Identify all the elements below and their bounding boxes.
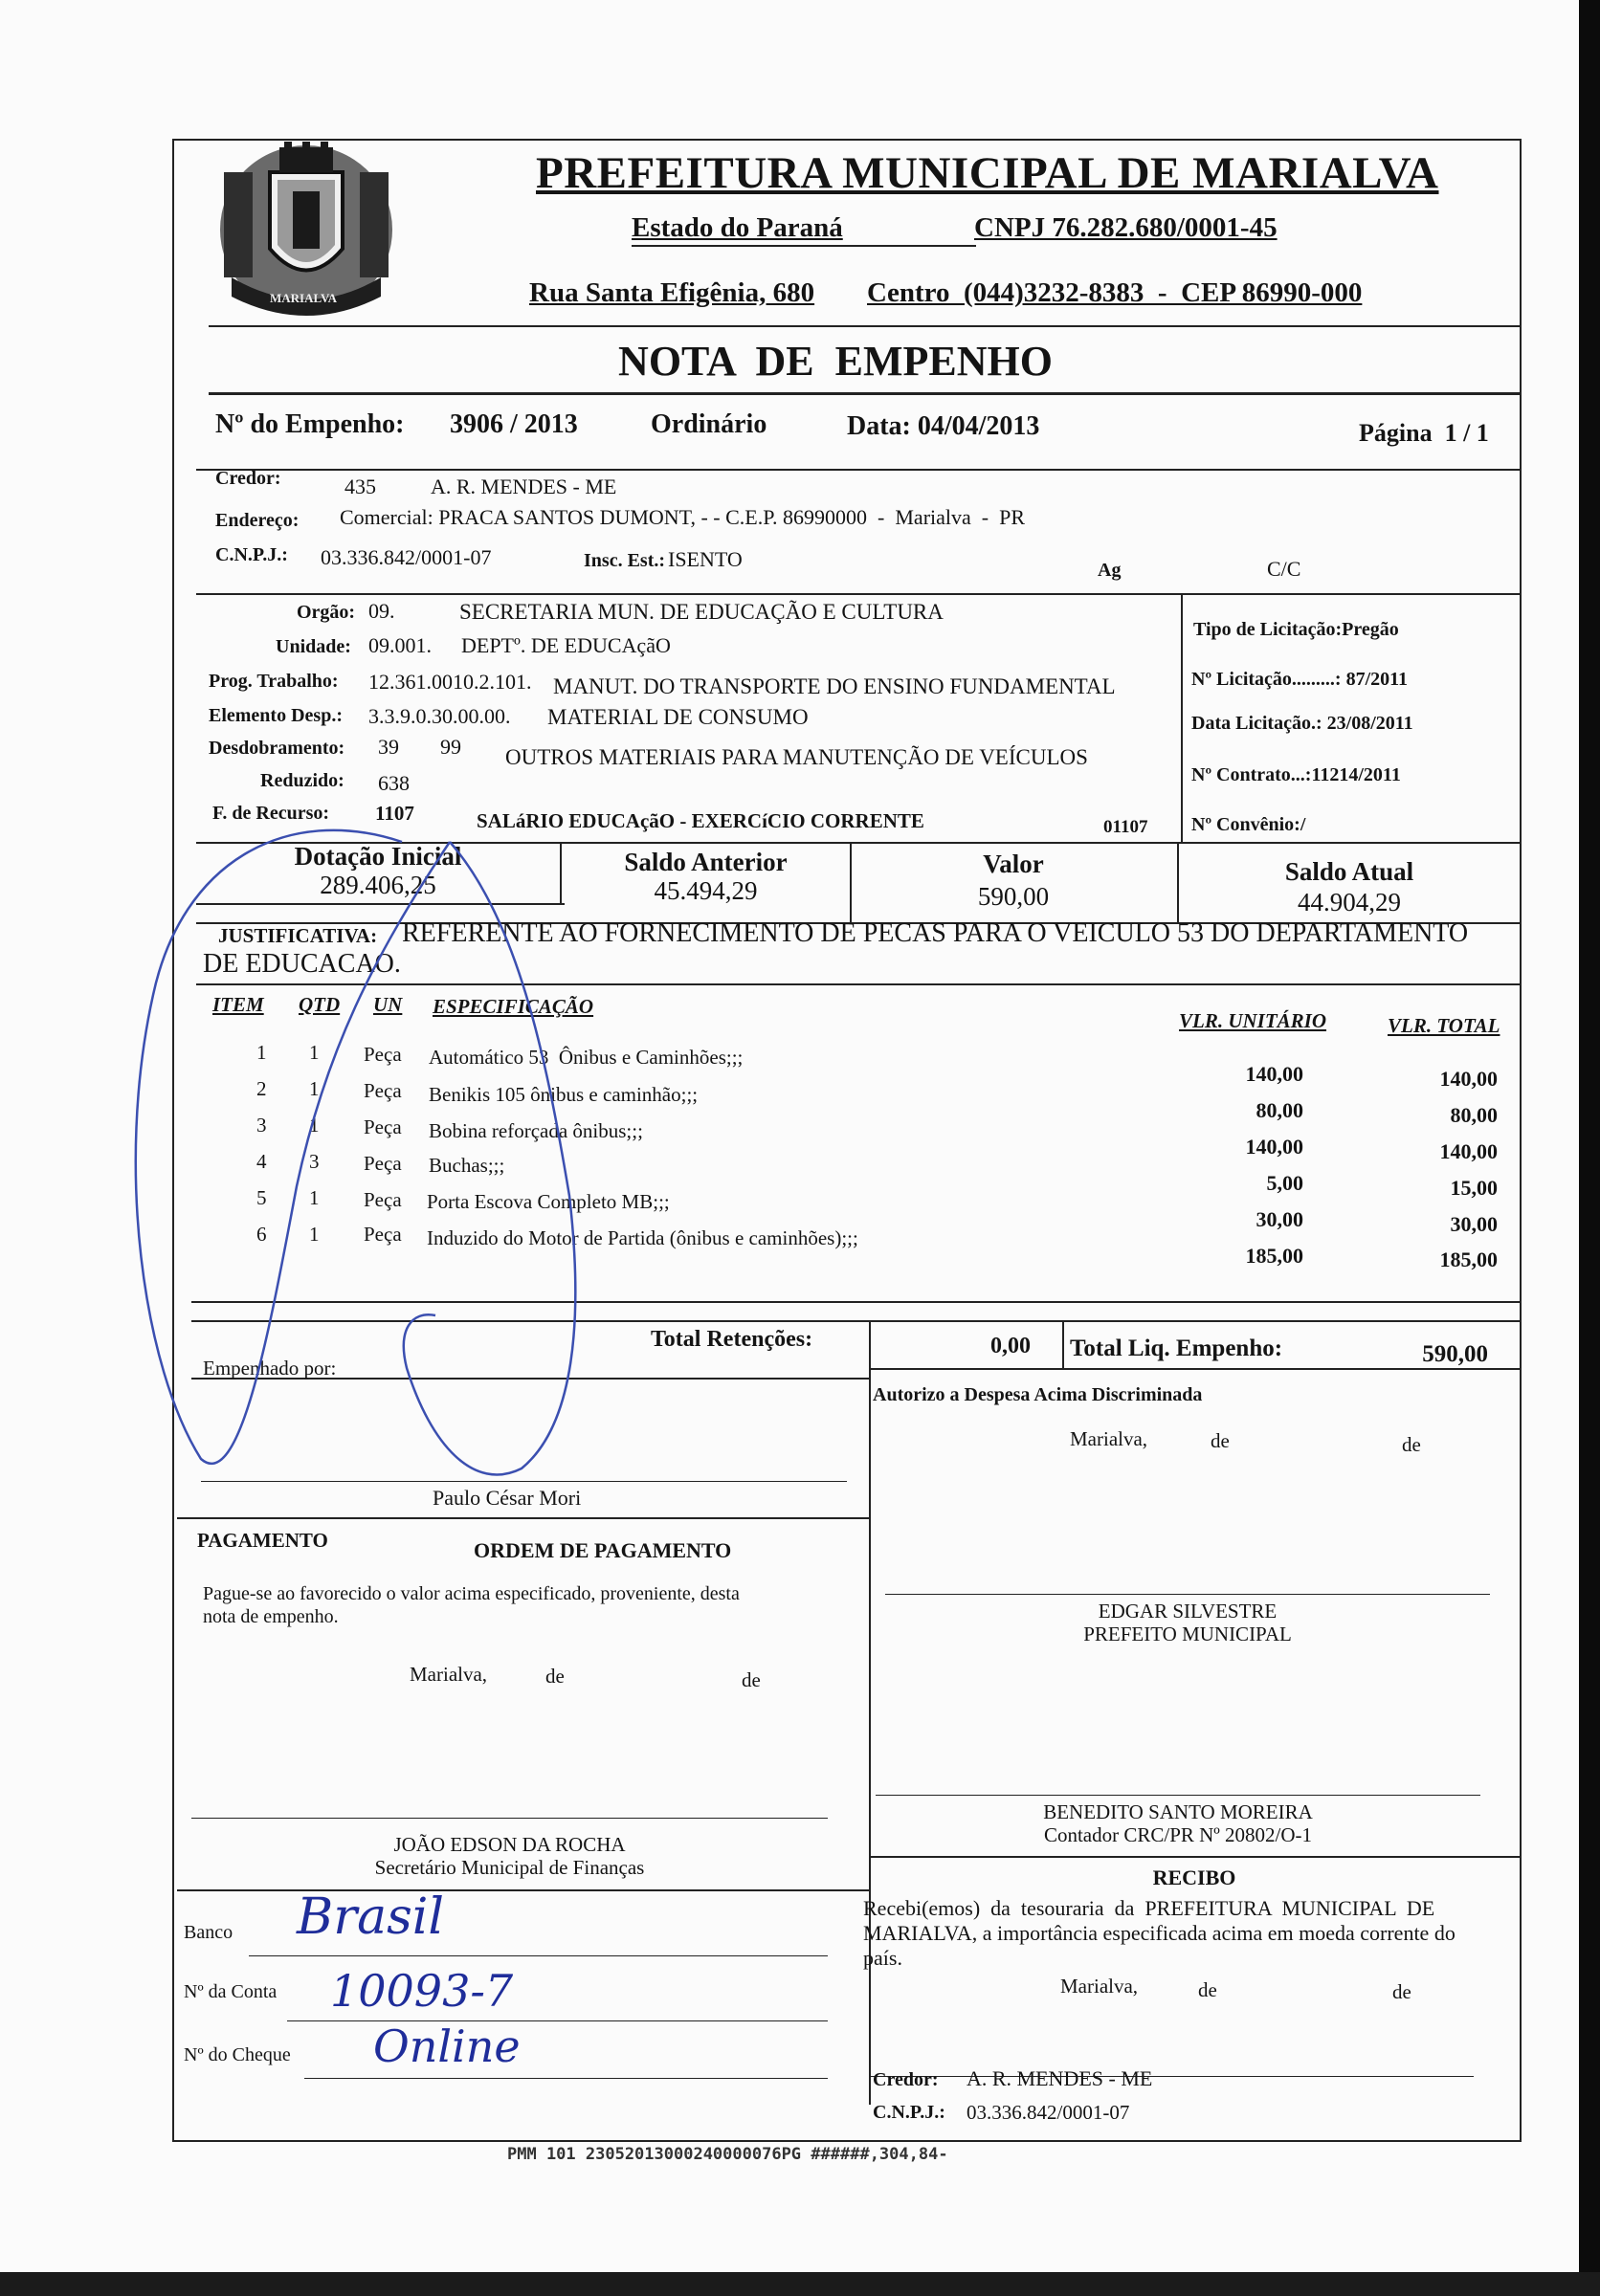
empenho-label: Nº do Empenho: xyxy=(215,409,405,439)
recibo-cnpj-label: C.N.P.J.: xyxy=(873,2102,945,2123)
contrato-numero: Nº Contrato...:11214/2011 xyxy=(1191,764,1401,785)
col-qtd: QTD xyxy=(299,993,341,1016)
item-unit-price: 140,00 xyxy=(1245,1135,1303,1159)
valor-label: Valor xyxy=(983,850,1044,878)
item-un: Peça xyxy=(364,1043,402,1066)
item-desc: Porta Escova Completo MB;;; xyxy=(427,1190,670,1213)
address-label: Endereço: xyxy=(215,510,300,531)
saldo-atual-label: Saldo Atual xyxy=(1284,857,1414,886)
item-qtd: 3 xyxy=(309,1150,320,1173)
contact-header: Centro (044)3232-8383 - CEP 86990-000 xyxy=(867,277,1363,308)
item-qtd: 1 xyxy=(309,1041,320,1064)
prefeito-name: EDGAR SILVESTRE xyxy=(1098,1600,1278,1623)
desdobramento-label: Desdobramento: xyxy=(209,738,345,759)
credor-code: 435 xyxy=(344,475,376,498)
item-number: 1 xyxy=(256,1041,267,1064)
city-label: Marialva, xyxy=(410,1663,488,1686)
convenio-numero: Nº Convênio:/ xyxy=(1191,814,1306,835)
item-total: 140,00 xyxy=(1439,1139,1498,1163)
state-name: Estado do Paraná xyxy=(632,212,843,243)
orgao-label: Orgão: xyxy=(297,602,356,623)
pagamento-label: PAGAMENTO xyxy=(197,1529,328,1552)
elemento-label: Elemento Desp.: xyxy=(209,705,343,726)
recibo-text: Recebi(emos) da tesouraria da PREFEITURA MUNICIPAL DE xyxy=(863,1896,1435,1920)
licitacao-tipo: Tipo de Licitação:Pregão xyxy=(1193,619,1399,640)
page-number: Página 1 / 1 xyxy=(1359,419,1489,447)
item-qtd: 1 xyxy=(309,1114,320,1137)
document-title: NOTA DE EMPENHO xyxy=(618,338,1053,385)
prog-name: MANUT. DO TRANSPORTE DO ENSINO FUNDAMENTAL xyxy=(553,674,1116,698)
item-desc: Automático 53 Ônibus e Caminhões;;; xyxy=(429,1046,744,1069)
item-number: 3 xyxy=(256,1114,267,1137)
municipality-title: PREFEITURA MUNICIPAL DE MARIALVA xyxy=(536,148,1439,198)
empenhado-label: Empenhado por: xyxy=(203,1357,337,1380)
elemento-code: 3.3.9.0.30.00.00. xyxy=(368,704,511,728)
prog-code: 12.361.0010.2.101. xyxy=(368,670,532,694)
fonte-number: 01107 xyxy=(1103,817,1148,837)
credor-name: A. R. MENDES - ME xyxy=(431,475,617,498)
recibo-text: país. xyxy=(863,1946,902,1970)
insc-label: Insc. Est.: xyxy=(584,550,666,571)
liquido-value: 590,00 xyxy=(1422,1341,1488,1367)
col-un: UN xyxy=(373,993,403,1016)
dotacao-value: 289.406,25 xyxy=(320,871,436,899)
col-vlr-unitario: VLR. UNITÁRIO xyxy=(1179,1009,1327,1032)
empenhado-name: Paulo César Mori xyxy=(433,1486,582,1510)
col-vlr-total: VLR. TOTAL xyxy=(1388,1014,1500,1037)
unidade-code: 09.001. xyxy=(368,633,432,657)
item-total: 80,00 xyxy=(1450,1103,1498,1127)
item-qtd: 1 xyxy=(309,1077,320,1100)
justificativa-text: REFERENTE AO FORNECIMENTO DE PECAS PARA O VEICULO 53 DO DEPARTAMENTO xyxy=(402,918,1469,948)
item-total: 185,00 xyxy=(1439,1247,1498,1271)
fonte-label: F. de Recurso: xyxy=(212,803,330,824)
city-label: Marialva, xyxy=(1060,1975,1139,1998)
liquido-label: Total Liq. Empenho: xyxy=(1070,1336,1283,1361)
recibo-text: MARIALVA, a importância especificada acima em moeda corrente do xyxy=(863,1921,1456,1945)
cnpj-header: CNPJ 76.282.680/0001-45 xyxy=(974,212,1278,243)
item-unit-price: 80,00 xyxy=(1256,1098,1303,1122)
banco-label: Banco xyxy=(184,1922,233,1943)
orgao-code: 09. xyxy=(368,599,395,623)
desdobramento-code: 39 xyxy=(378,735,399,759)
credor-cnpj: 03.336.842/0001-07 xyxy=(321,545,492,569)
credor-label: Credor: xyxy=(215,468,281,489)
orgao-name: SECRETARIA MUN. DE EDUCAÇÃO E CULTURA xyxy=(459,600,944,624)
recibo-credor-label: Credor: xyxy=(873,2069,939,2090)
item-number: 2 xyxy=(256,1077,267,1100)
col-especificacao: ESPECIFICAÇÃO xyxy=(433,995,594,1018)
empenho-number: 3906 / 2013 xyxy=(450,409,578,439)
coat-banner-text: MARIALVA xyxy=(270,291,338,305)
reduzido-value: 638 xyxy=(378,771,410,795)
item-unit-price: 140,00 xyxy=(1245,1062,1303,1086)
item-desc: Bobina reforçada ônibus;;; xyxy=(429,1119,643,1142)
cheque-label: Nº do Cheque xyxy=(184,2044,291,2065)
pague-text: Pague-se ao favorecido o valor acima especificado, proveniente, desta xyxy=(203,1583,740,1604)
saldo-anterior-value: 45.494,29 xyxy=(654,876,758,905)
fonte-name: SALáRIO EDUCAçãO - EXERCíCIO CORRENTE xyxy=(477,809,924,832)
recibo-title: RECIBO xyxy=(1152,1866,1236,1889)
col-item: ITEM xyxy=(212,993,264,1016)
item-qtd: 1 xyxy=(309,1186,320,1209)
item-total: 15,00 xyxy=(1450,1176,1498,1200)
item-unit-price: 5,00 xyxy=(1266,1171,1303,1195)
de-label: de xyxy=(545,1665,565,1688)
recibo-credor-name: A. R. MENDES - ME xyxy=(967,2066,1153,2090)
prefeito-title: PREFEITO MUNICIPAL xyxy=(1083,1623,1292,1645)
cnpj-label: C.N.P.J.: xyxy=(215,544,288,565)
de-label: de xyxy=(742,1668,761,1691)
item-qtd: 1 xyxy=(309,1223,320,1246)
item-number: 5 xyxy=(256,1186,267,1209)
fonte-code: 1107 xyxy=(375,802,414,825)
justificativa-text: DE EDUCACAO. xyxy=(203,949,401,979)
cc-label: C/C xyxy=(1267,557,1301,581)
item-desc: Benikis 105 ônibus e caminhão;;; xyxy=(429,1083,699,1106)
item-un: Peça xyxy=(364,1115,402,1138)
desdobramento-name: OUTROS MATERIAIS PARA MANUTENÇÃO DE VEÍCULOS xyxy=(505,745,1088,769)
item-desc: Induzido do Motor de Partida (ônibus e caminhões);;; xyxy=(427,1226,858,1249)
item-un: Peça xyxy=(364,1152,402,1175)
autorizo-text: Autorizo a Despesa Acima Discriminada xyxy=(873,1384,1203,1405)
empenho-type: Ordinário xyxy=(651,409,767,439)
empenho-date: Data: 04/04/2013 xyxy=(847,411,1040,441)
item-total: 140,00 xyxy=(1439,1067,1498,1091)
item-number: 6 xyxy=(256,1223,267,1246)
item-number: 4 xyxy=(256,1150,267,1173)
conta-handwriting: 10093-7 xyxy=(330,1965,514,2017)
item-unit-price: 30,00 xyxy=(1256,1207,1303,1231)
justificativa-label: JUSTIFICATIVA: xyxy=(218,924,378,947)
dotacao-label: Dotação Inicial xyxy=(294,842,462,871)
item-total: 30,00 xyxy=(1450,1212,1498,1236)
item-un: Peça xyxy=(364,1223,402,1246)
contador-name: BENEDITO SANTO MOREIRA xyxy=(1043,1800,1313,1823)
valor-value: 590,00 xyxy=(977,882,1050,911)
ordem-pagamento-title: ORDEM DE PAGAMENTO xyxy=(474,1538,732,1562)
ag-label: Ag xyxy=(1098,560,1122,581)
de-label: de xyxy=(1211,1429,1230,1452)
pague-text: nota de empenho. xyxy=(203,1606,339,1627)
footer-code: PMM 101 23052013000240000076PG ######,304,84- xyxy=(507,2145,948,2164)
elemento-name: MATERIAL DE CONSUMO xyxy=(547,705,809,729)
prog-label: Prog. Trabalho: xyxy=(209,671,339,692)
conta-label: Nº da Conta xyxy=(184,1981,278,2002)
item-un: Peça xyxy=(364,1079,402,1102)
de-label: de xyxy=(1402,1433,1421,1456)
saldo-anterior-label: Saldo Anterior xyxy=(624,848,788,876)
reduzido-label: Reduzido: xyxy=(260,770,344,791)
credor-address: Comercial: PRACA SANTOS DUMONT, - - C.E.P. 86990000 - Marialva - PR xyxy=(340,505,1026,529)
retencoes-label: Total Retenções: xyxy=(651,1327,813,1352)
saldo-atual-value: 44.904,29 xyxy=(1298,888,1401,916)
unidade-name: DEPTº. DE EDUCAçãO xyxy=(461,633,671,657)
licitacao-numero: Nº Licitação.........: 87/2011 xyxy=(1191,669,1409,690)
cheque-handwriting: Online xyxy=(373,2020,521,2072)
item-un: Peça xyxy=(364,1188,402,1211)
address-header: Rua Santa Efigênia, 680 xyxy=(529,277,815,308)
recibo-cnpj: 03.336.842/0001-07 xyxy=(967,2101,1130,2124)
licitacao-data: Data Licitação.: 23/08/2011 xyxy=(1191,713,1413,734)
banco-handwriting: Brasil xyxy=(297,1888,445,1946)
secretario-title: Secretário Municipal de Finanças xyxy=(374,1856,645,1879)
unidade-label: Unidade: xyxy=(276,636,351,657)
secretario-name: JOÃO EDSON DA ROCHA xyxy=(393,1833,626,1856)
contador-title: Contador CRC/PR Nº 20802/O-1 xyxy=(1043,1823,1313,1846)
desdobramento-code: 99 xyxy=(440,735,461,759)
item-unit-price: 185,00 xyxy=(1245,1244,1303,1268)
city-label: Marialva, xyxy=(1070,1427,1148,1450)
de-label: de xyxy=(1198,1978,1217,2001)
de-label: de xyxy=(1392,1980,1411,2003)
item-desc: Buchas;;; xyxy=(429,1154,505,1177)
insc-value: ISENTO xyxy=(668,547,743,571)
retencoes-value: 0,00 xyxy=(990,1334,1031,1358)
